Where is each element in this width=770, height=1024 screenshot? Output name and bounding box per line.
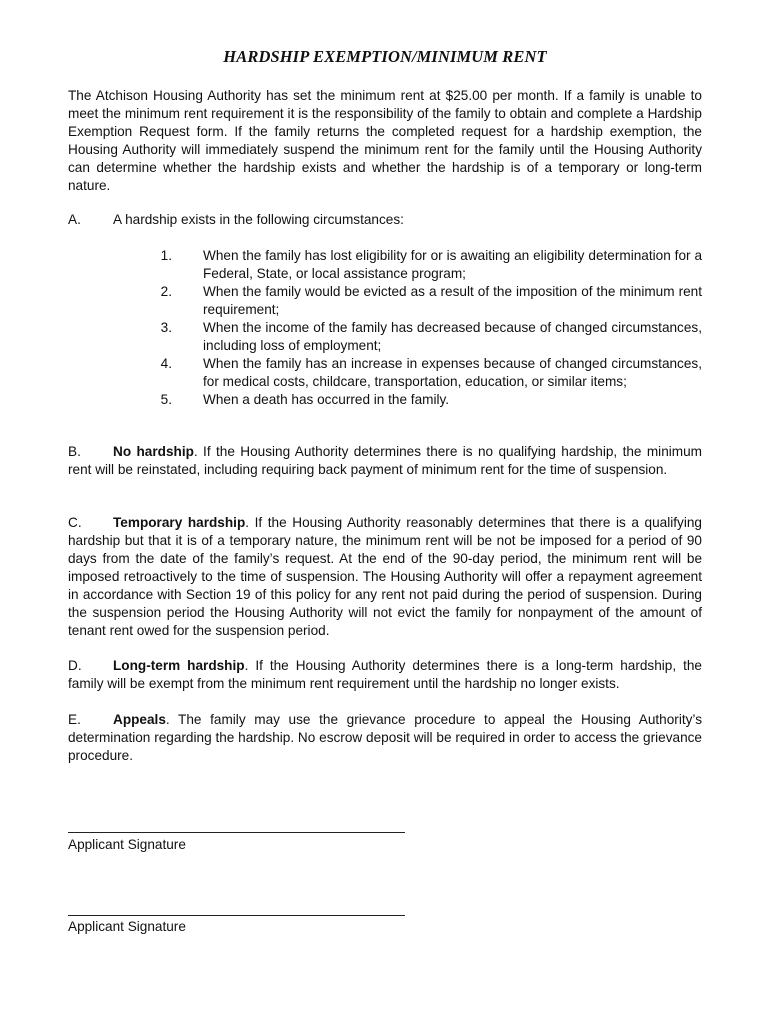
list-item-number: 4. (160, 356, 172, 371)
section-e-paragraph (68, 711, 702, 765)
section-b-paragraph (68, 443, 702, 479)
list-item (150, 283, 702, 319)
section-d-letter: D. (68, 658, 82, 673)
section-e-text: . The family may use the grievance procedure to appeal the Housing Authority’s determination regarding the hardship. No escrow deposit will be required in order to access the grievance procedure. (68, 712, 702, 763)
list-item-text: When the income of the family has decreased because of changed circumstances, including loss of employment; (203, 320, 702, 353)
list-item-text: When the family would be evicted as a result of the imposition of the minimum rent requirement; (203, 284, 702, 317)
signature-line[interactable] (68, 915, 405, 916)
intro-paragraph: The Atchison Housing Authority has set the minimum rent at $25.00 per month. If a family is unable to meet the minimum rent requirement it is the responsibility of the family to obtain and complete a Hardship Exemption Request form. If the family returns the completed request for a hardship exemption, the Housing Authority will immediately suspend the minimum rent for the family until the Housing Authority can determine whether the hardship exists and whether the hardship is of a temporary or long-term nature. (68, 88, 702, 193)
list-item-text: When the family has an increase in expenses because of changed circumstances, for medical costs, childcare, transportation, education, or similar items; (203, 356, 702, 389)
section-b-letter: B. (68, 444, 81, 459)
list-item (150, 319, 702, 355)
section-c-letter: C. (68, 515, 82, 530)
signature-label: Applicant Signature (68, 837, 186, 852)
section-a-letter: A. (68, 212, 81, 227)
list-item (150, 247, 702, 283)
list-item (150, 391, 702, 409)
list-item-text: When a death has occurred in the family. (203, 392, 450, 407)
section-b-text: . If the Housing Authority determines there is no qualifying hardship, the minimum rent will be reinstated, including requiring back payment of minimum rent for the time of suspension. (68, 444, 702, 477)
list-item (150, 355, 702, 391)
section-e-heading: Appeals (113, 712, 166, 727)
section-c-heading: Temporary hardship (113, 515, 246, 530)
signature-label: Applicant Signature (68, 919, 186, 934)
section-d-heading: Long-term hardship (113, 658, 245, 673)
section-e-letter: E. (68, 712, 81, 727)
list-item-text: When the family has lost eligibility for or is awaiting an eligibility determination for a Federal, State, or local assistance program; (203, 248, 702, 281)
section-d-paragraph (68, 657, 702, 693)
list-item-number: 2. (160, 284, 172, 299)
list-item-number: 1. (160, 248, 172, 263)
list-item-number: 3. (160, 320, 172, 335)
section-a-text: A hardship exists in the following circumstances: (113, 212, 404, 227)
page-title: HARDSHIP EXEMPTION/MINIMUM RENT (223, 47, 547, 66)
signature-line[interactable] (68, 832, 405, 833)
section-c-text: . If the Housing Authority reasonably determines that there is a qualifying hardship but that it is of a temporary nature, the minimum rent will be not be imposed for a period of 90 days from the date of the family’s request. At the end of the 90-day period, the minimum rent will be imposed retroactively to the time of suspension. The Housing Authority will offer a repayment agreement in accordance with Section 19 of this policy for any rent not paid during the period of suspension. During the suspension period the Housing Authority will not evict the family for nonpayment of the amount of tenant rent owed for the suspension period. (68, 515, 702, 638)
section-b-heading: No hardship (113, 444, 194, 459)
hardship-circumstances-list (150, 247, 702, 409)
section-c-paragraph (68, 514, 702, 640)
list-item-number: 5. (160, 392, 172, 407)
section-d-text: . If the Housing Authority determines there is a long-term hardship, the family will be exempt from the minimum rent requirement until the hardship no longer exists. (68, 658, 702, 691)
